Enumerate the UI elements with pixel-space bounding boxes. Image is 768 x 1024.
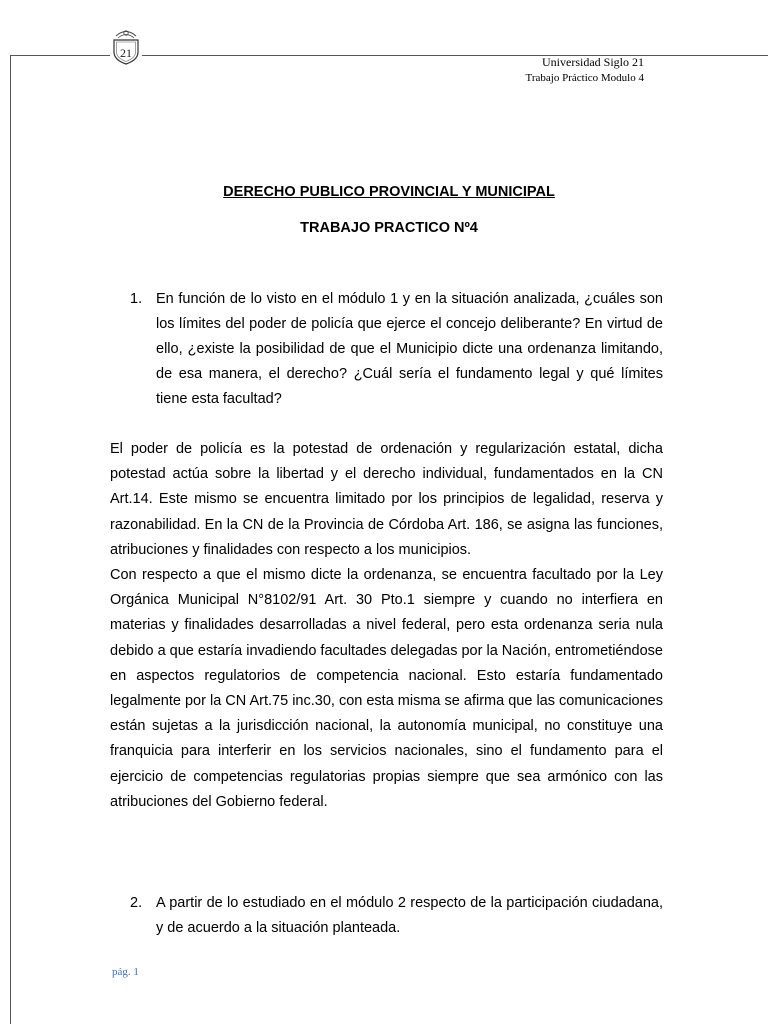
document-title: DERECHO PUBLICO PROVINCIAL Y MUNICIPAL [223, 184, 555, 200]
header-assignment: Trabajo Práctico Modulo 4 [525, 72, 644, 84]
question-text: En función de lo visto en el módulo 1 y en la situación analizada, ¿cuáles son los límites del poder de policía que ejerce el concejo deliberante? En virtud de ello, ¿existe la posibilidad de que el Municipio dicte una ordenanza limitando, de esa manera, el derecho? ¿Cuál sería el fundamento legal y qué límites tiene esta facultad? [156, 291, 663, 407]
page-header [526, 54, 644, 86]
answer-body [110, 437, 663, 815]
question-text: A partir de lo estudiado en el módulo 2 respecto de la participación ciudadana, y de acuerdo a la situación planteada. [156, 895, 663, 936]
page-border-left [10, 55, 11, 1024]
question-number: 2. [130, 895, 143, 911]
logo-number: 21 [120, 46, 132, 60]
page-number: pág. 1 [112, 966, 139, 978]
university-crest-icon [110, 26, 142, 66]
answer-paragraph-1: El poder de policía es la potestad de ordenación y regularización estatal, dicha potestad actúa sobre la libertad y el derecho individual, fundamentados en la CN Art.14. Este mismo se encuentra limitado por los principios de legalidad, reserva y razonabilidad. En la CN de la Provincia de Córdoba Art. 186, se asigna las funciones, atribuciones y finalidades con respecto a los municipios. [110, 441, 663, 558]
document-subtitle: TRABAJO PRACTICO Nº4 [300, 220, 478, 236]
header-university: Universidad Siglo 21 [542, 55, 644, 69]
answer-paragraph-2: Con respecto a que el mismo dicte la ordenanza, se encuentra facultado por la Ley Orgánica Municipal N°8102/91 Art. 30 Pto.1 siempre y cuando no interfiera en materias y finalidades desarrolladas a nivel federal, pero esta ordenanza seria nula debido a que estaría invadiendo facultades delegadas por la Nación, entrometiéndose en aspectos regulatorios de competencia nacional. Esto estaría fundamentado legalmente por la CN Art.75 inc.30, con esta misma se afirma que las comunicaciones están sujetas a la jurisdicción nacional, la autonomía municipal, no constituye una franquicia para interferir en los servicios nacionales, sino el fundamento para el ejercicio de competencias regulatorias propias siempre que sea armónico con las atribuciones del Gobierno federal. [110, 567, 663, 810]
university-logo [110, 26, 142, 66]
question-number: 1. [130, 291, 143, 307]
